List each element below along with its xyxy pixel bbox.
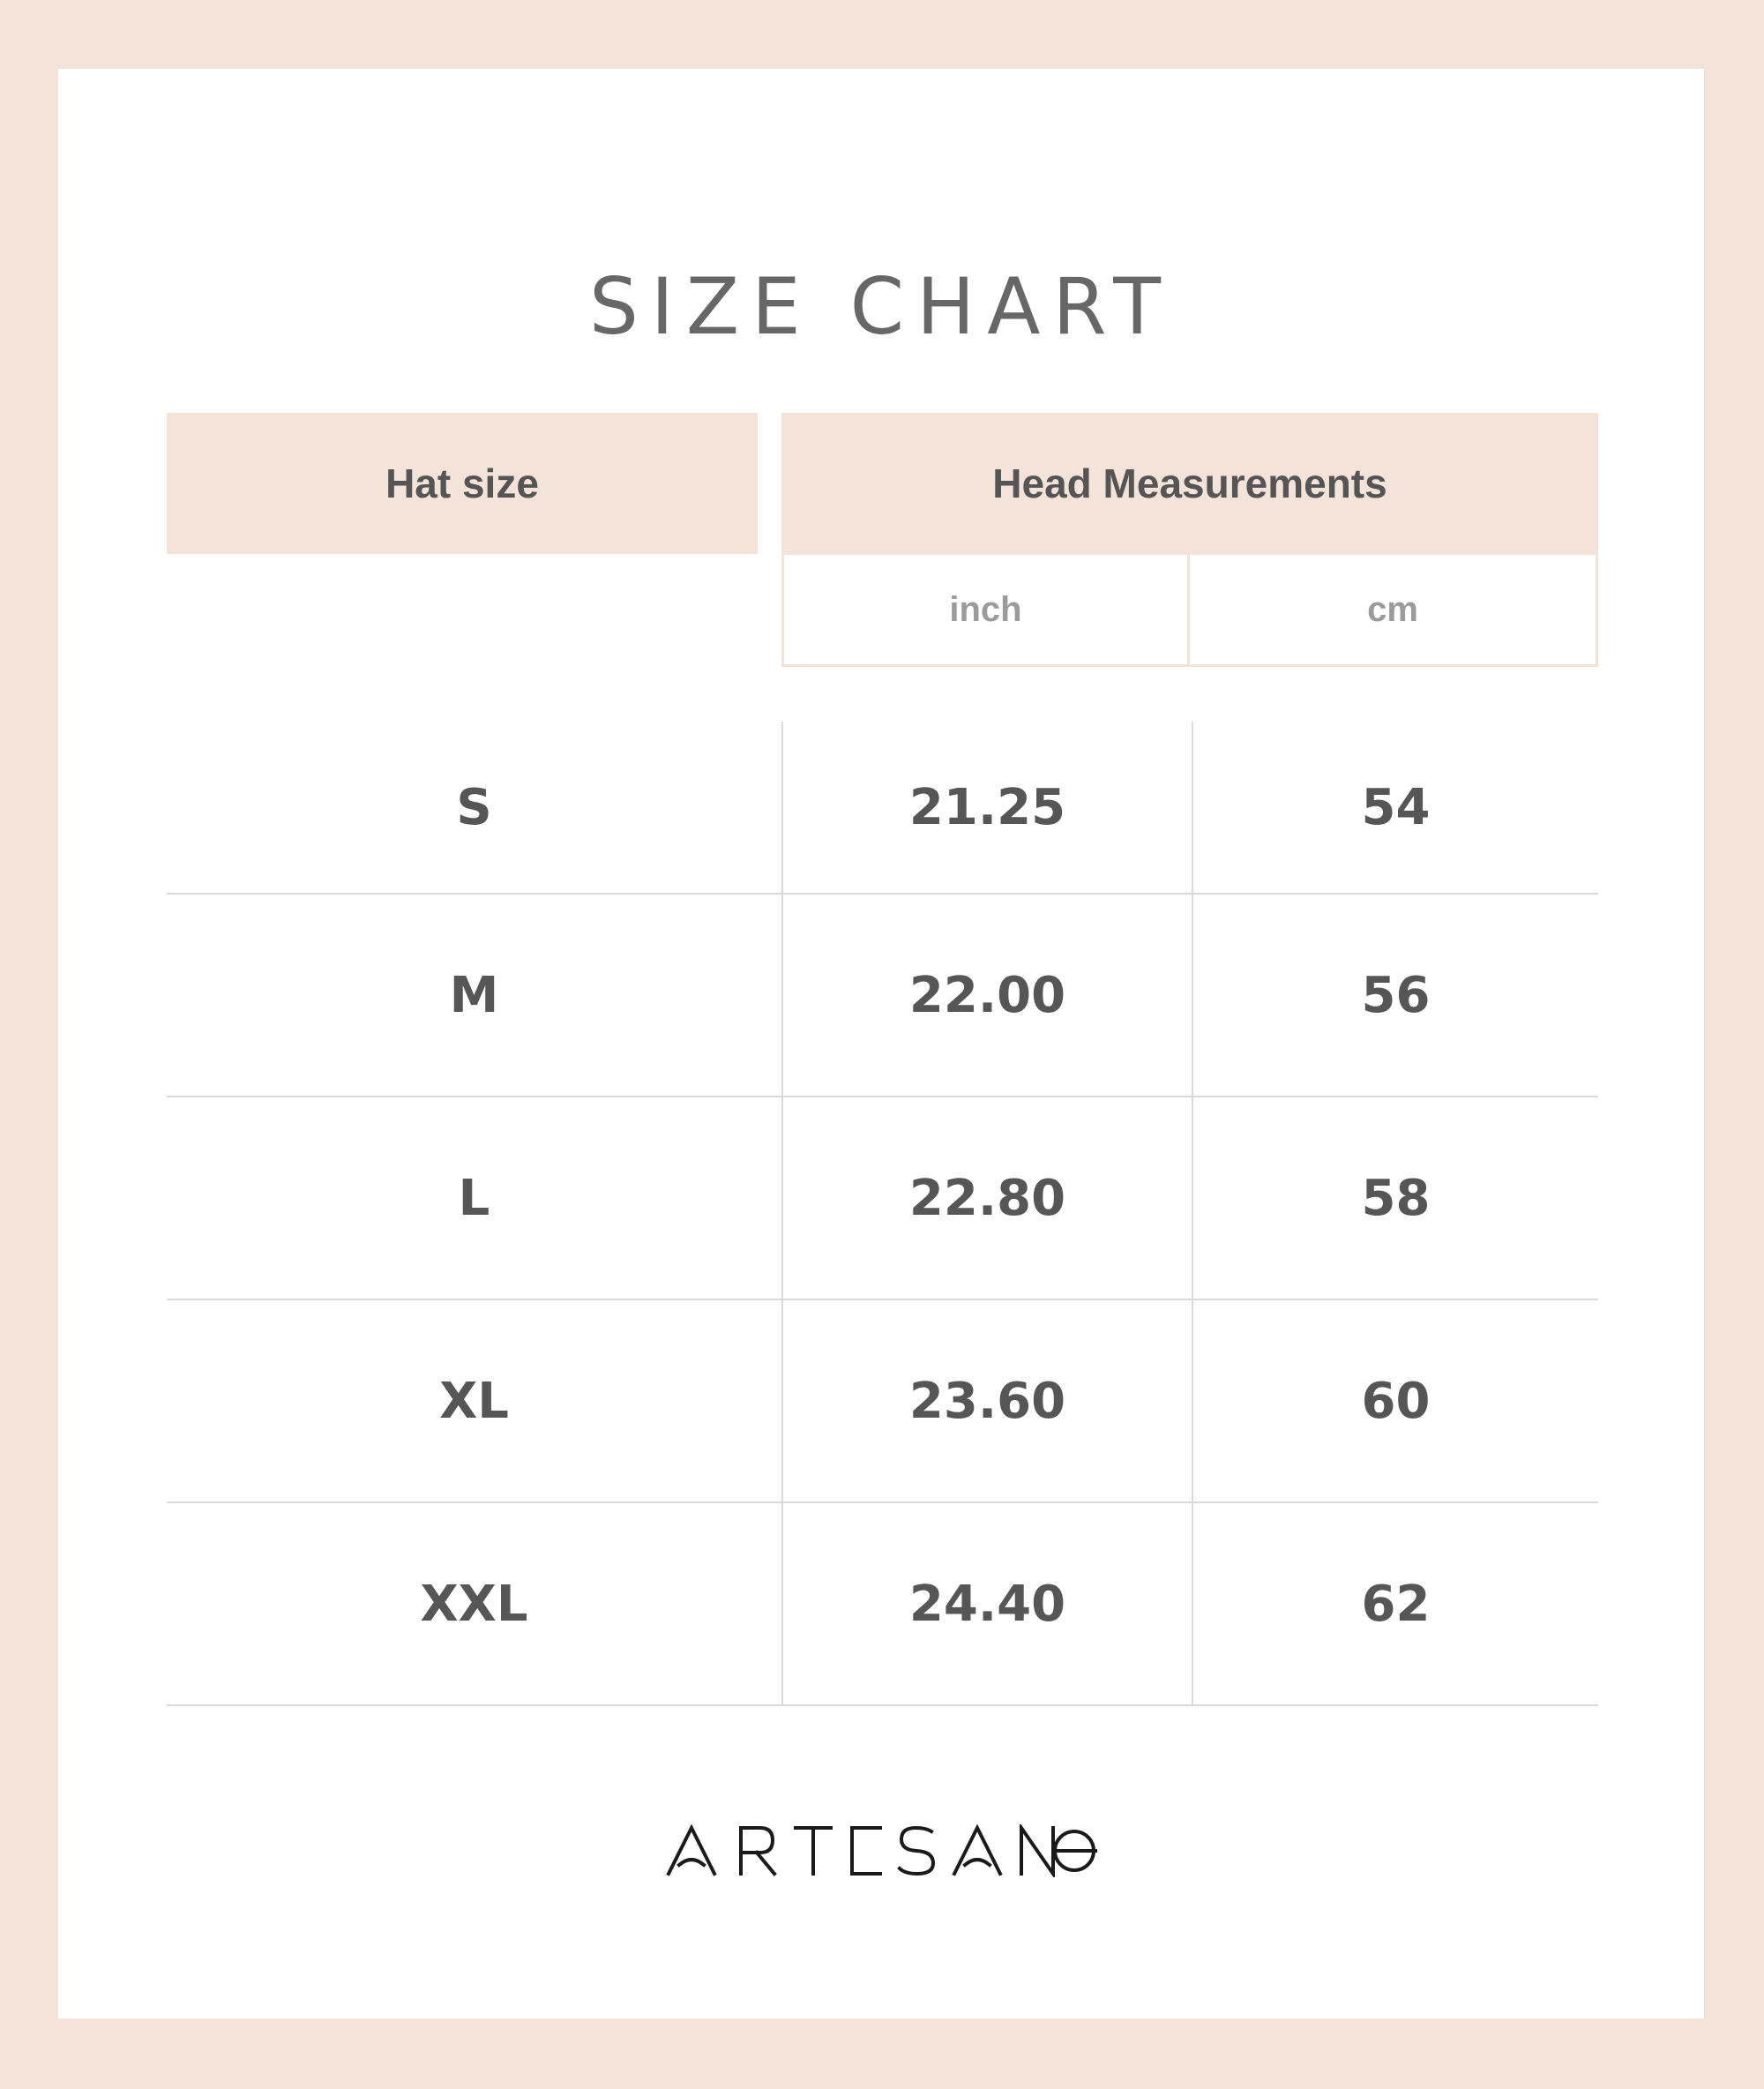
hat-size-header: Hat size (167, 413, 758, 554)
artesano-logo-icon (665, 1824, 1097, 1877)
size-chart-card (58, 69, 1704, 2018)
unit-inch-header: inch (781, 552, 1190, 667)
brand-logo (58, 1824, 1704, 1882)
size-cell: M (449, 966, 499, 1024)
table-row (167, 895, 1598, 1097)
cm-cell: 54 (1192, 722, 1598, 893)
unit-cm-header: cm (1187, 552, 1598, 667)
size-cell: XL (439, 1372, 509, 1430)
cm-cell: 60 (1192, 1300, 1598, 1501)
size-table (167, 722, 1598, 1706)
head-measurements-header: Head Measurements (781, 413, 1598, 554)
inch-cell: 22.80 (781, 1097, 1192, 1299)
table-row (167, 722, 1598, 895)
inch-cell: 23.60 (781, 1300, 1192, 1501)
cm-cell: 56 (1192, 895, 1598, 1096)
table-row (167, 1097, 1598, 1300)
cm-cell: 58 (1192, 1097, 1598, 1299)
cm-cell: 62 (1192, 1503, 1598, 1704)
inch-cell: 22.00 (781, 895, 1192, 1096)
size-cell: S (456, 778, 492, 836)
inch-cell: 24.40 (781, 1503, 1192, 1704)
size-cell: XXL (420, 1575, 528, 1633)
size-cell: L (458, 1169, 490, 1227)
table-row (167, 1503, 1598, 1706)
table-row (167, 1300, 1598, 1503)
page-title: SIZE CHART (589, 261, 1173, 352)
inch-cell: 21.25 (781, 722, 1192, 893)
